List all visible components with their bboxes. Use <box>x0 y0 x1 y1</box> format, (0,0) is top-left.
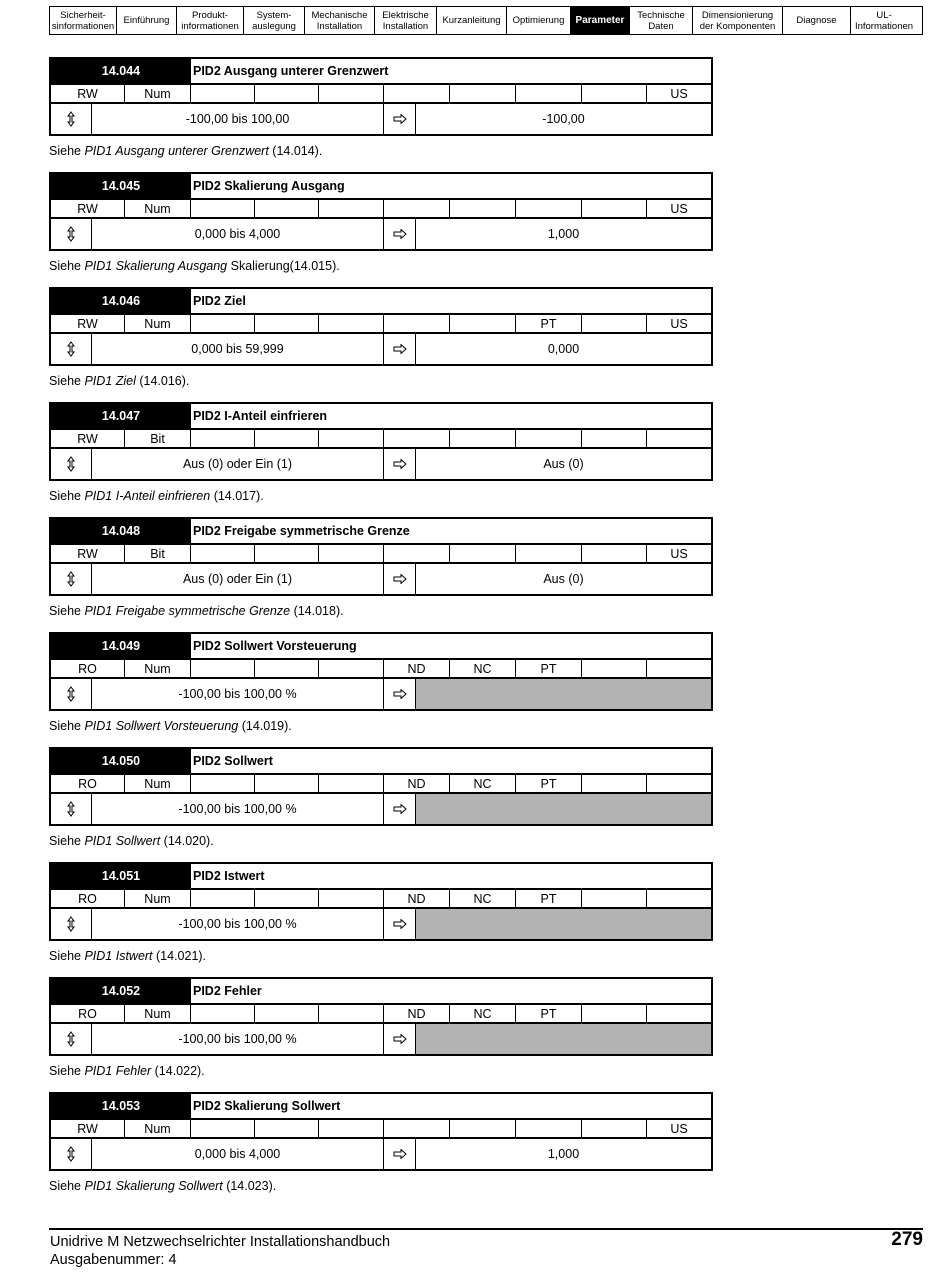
parameter-table <box>49 287 713 366</box>
parameter-block <box>49 862 713 977</box>
attribute-cell: Bit <box>125 545 191 562</box>
attribute-cell <box>255 430 319 447</box>
up-down-arrow-icon <box>51 1024 92 1054</box>
note-reference: PID1 Freigabe symmetrische Grenze <box>84 604 291 618</box>
attribute-cell <box>582 890 647 907</box>
footer-rule <box>49 1228 923 1230</box>
attribute-cell <box>255 315 319 332</box>
parameter-attribute-row <box>51 1120 711 1139</box>
parameter-range-row <box>51 909 711 939</box>
attribute-cell <box>582 660 647 677</box>
attribute-cell <box>647 660 711 677</box>
parameter-attribute-row <box>51 660 711 679</box>
attribute-cell: Num <box>125 1120 191 1137</box>
note-prefix: Siehe <box>49 374 85 388</box>
parameter-range-row <box>51 794 711 824</box>
attribute-cell <box>647 430 711 447</box>
parameter-name: PID2 Sollwert Vorsteuerung <box>193 639 357 653</box>
parameter-name: PID2 Fehler <box>193 984 262 998</box>
attribute-cell: RO <box>51 1005 125 1022</box>
attribute-cell <box>191 1005 255 1022</box>
note-prefix: Siehe <box>49 489 85 503</box>
attribute-cell: RW <box>51 85 125 102</box>
attribute-cell: US <box>670 1121 688 1136</box>
nav-tab-optimierung[interactable]: Optimierung <box>507 7 571 34</box>
attribute-cell: RW <box>51 315 125 332</box>
attribute-cell <box>255 890 319 907</box>
parameter-default: 1,000 <box>547 227 580 241</box>
parameter-attribute-row <box>51 545 711 564</box>
attribute-cell: RW <box>51 430 125 447</box>
right-arrow-icon <box>384 679 416 709</box>
nav-tab-dimensionierung-der-komponenten[interactable]: Dimensionierung der Komponenten <box>693 7 783 34</box>
attribute-cell <box>255 85 319 102</box>
parameter-range-row <box>51 564 711 594</box>
parameter-name: PID2 Freigabe symmetrische Grenze <box>193 524 410 538</box>
parameter-block <box>49 172 713 287</box>
parameter-range-row <box>51 679 711 709</box>
nav-tab-technische-daten[interactable]: Technische Daten <box>630 7 693 34</box>
attribute-cell <box>319 200 384 217</box>
parameter-header-row <box>51 174 711 200</box>
parameter-name: PID2 I-Anteil einfrieren <box>193 409 328 423</box>
nav-tab-einführung[interactable]: Einführung <box>117 7 177 34</box>
attribute-cell <box>191 315 255 332</box>
parameter-block <box>49 632 713 747</box>
attribute-cell <box>191 430 255 447</box>
parameter-header-row <box>51 749 711 775</box>
parameter-range-row <box>51 1024 711 1054</box>
note-suffix: Skalierung(14.015). <box>227 259 340 273</box>
attribute-cell: PT <box>516 1005 582 1022</box>
note-reference: PID1 Sollwert <box>84 834 161 848</box>
attribute-cell <box>319 890 384 907</box>
parameter-default <box>416 1024 711 1054</box>
attribute-cell <box>582 1005 647 1022</box>
attribute-cell: Num <box>125 85 191 102</box>
up-down-arrow-icon <box>51 449 92 479</box>
parameter-default <box>416 679 711 709</box>
attribute-cell: RW <box>51 545 125 562</box>
parameter-default <box>416 909 711 939</box>
note-prefix: Siehe <box>49 949 85 963</box>
parameter-default: Aus (0) <box>543 572 584 586</box>
attribute-cell: Num <box>125 1005 191 1022</box>
parameter-attribute-row <box>51 200 711 219</box>
parameter-attribute-row <box>51 430 711 449</box>
parameter-table <box>49 977 713 1056</box>
attribute-cell <box>319 430 384 447</box>
parameter-number: 14.051 <box>51 864 191 888</box>
parameter-table <box>49 1092 713 1171</box>
parameter-note <box>49 259 713 273</box>
up-down-arrow-icon <box>51 909 92 939</box>
attribute-cell: PT <box>516 660 582 677</box>
attribute-cell: PT <box>516 315 582 332</box>
page-number: 279 <box>891 1229 923 1250</box>
attribute-cell <box>516 430 582 447</box>
attribute-cell: US <box>670 201 688 216</box>
parameter-header-row <box>51 979 711 1005</box>
attribute-cell <box>647 890 711 907</box>
up-down-arrow-icon <box>51 334 92 364</box>
right-arrow-icon <box>384 449 416 479</box>
up-down-arrow-icon <box>51 794 92 824</box>
attribute-cell: RO <box>51 890 125 907</box>
attribute-cell: Num <box>125 775 191 792</box>
note-reference: PID1 Ausgang unterer Grenzwert <box>84 144 269 158</box>
attribute-cell <box>450 1120 516 1137</box>
parameter-range-row <box>51 219 711 249</box>
attribute-cell <box>191 85 255 102</box>
parameter-note <box>49 374 713 388</box>
note-reference: PID1 Fehler <box>84 1064 152 1078</box>
note-prefix: Siehe <box>49 834 85 848</box>
attribute-cell <box>255 545 319 562</box>
attribute-cell: US <box>670 316 688 331</box>
parameter-name: PID2 Skalierung Ausgang <box>193 179 345 193</box>
nav-tab-mechanische-installation[interactable]: Mechanische Installation <box>305 7 375 34</box>
attribute-cell: RO <box>51 775 125 792</box>
right-arrow-icon <box>384 909 416 939</box>
parameter-range-row <box>51 449 711 479</box>
parameter-range-row <box>51 334 711 364</box>
nav-tab-kurzanleitung[interactable]: Kurzanleitung <box>437 7 507 34</box>
attribute-cell <box>582 315 647 332</box>
attribute-cell <box>582 775 647 792</box>
footer-info <box>50 1233 390 1269</box>
parameter-number: 14.052 <box>51 979 191 1003</box>
nav-tab-ul-informationen[interactable]: UL- Informationen <box>854 9 914 32</box>
nav-tab-elektrische-installation[interactable]: Elektrische Installation <box>375 7 437 34</box>
attribute-cell <box>191 660 255 677</box>
attribute-cell: ND <box>384 1005 450 1022</box>
parameter-default: -100,00 <box>542 112 585 126</box>
parameter-range: Aus (0) oder Ein (1) <box>92 449 384 479</box>
parameter-default: 0,000 <box>547 342 580 356</box>
note-reference: PID1 Sollwert Vorsteuerung <box>84 719 239 733</box>
parameter-header-row <box>51 1094 711 1120</box>
note-suffix: (14.023). <box>222 1179 277 1193</box>
parameter-range: -100,00 bis 100,00 % <box>92 679 384 709</box>
attribute-cell <box>582 430 647 447</box>
parameter-default <box>416 794 711 824</box>
attribute-cell <box>516 545 582 562</box>
parameter-block <box>49 57 713 172</box>
parameter-default: 1,000 <box>547 1147 580 1161</box>
up-down-arrow-icon <box>51 104 92 134</box>
attribute-cell <box>582 545 647 562</box>
attribute-cell <box>191 775 255 792</box>
parameter-number: 14.049 <box>51 634 191 658</box>
right-arrow-icon <box>384 1139 416 1169</box>
parameter-number: 14.047 <box>51 404 191 428</box>
note-suffix: (14.021). <box>152 949 207 963</box>
note-reference: PID1 I-Anteil einfrieren <box>84 489 211 503</box>
up-down-arrow-icon <box>51 219 92 249</box>
parameter-number: 14.050 <box>51 749 191 773</box>
attribute-cell: Num <box>125 660 191 677</box>
attribute-cell: ND <box>384 890 450 907</box>
parameter-table <box>49 402 713 481</box>
parameter-note <box>49 144 713 158</box>
parameter-range: 0,000 bis 4,000 <box>92 219 384 249</box>
parameter-block <box>49 747 713 862</box>
parameter-note <box>49 1179 713 1193</box>
attribute-cell <box>450 85 516 102</box>
parameter-number: 14.053 <box>51 1094 191 1118</box>
nav-tab-produkt-informationen[interactable]: Produkt- informationen <box>177 7 244 34</box>
attribute-cell <box>319 315 384 332</box>
attribute-cell <box>516 85 582 102</box>
nav-tab-system-auslegung[interactable]: System- auslegung <box>244 7 305 34</box>
attribute-cell <box>191 545 255 562</box>
parameter-name: PID2 Skalierung Sollwert <box>193 1099 341 1113</box>
parameter-note <box>49 834 713 848</box>
attribute-cell <box>450 430 516 447</box>
parameter-table <box>49 747 713 826</box>
parameter-header-row <box>51 634 711 660</box>
attribute-cell <box>582 1120 647 1137</box>
parameter-table <box>49 57 713 136</box>
attribute-cell: ND <box>384 775 450 792</box>
right-arrow-icon <box>384 219 416 249</box>
nav-tab-parameter[interactable]: Parameter <box>571 7 630 34</box>
parameter-block <box>49 402 713 517</box>
attribute-cell <box>191 200 255 217</box>
parameter-range: Aus (0) oder Ein (1) <box>92 564 384 594</box>
parameter-header-row <box>51 519 711 545</box>
attribute-cell: Num <box>125 890 191 907</box>
attribute-cell <box>384 315 450 332</box>
note-suffix: (14.022). <box>151 1064 205 1078</box>
parameter-table <box>49 517 713 596</box>
attribute-cell <box>384 85 450 102</box>
attribute-cell: ND <box>384 660 450 677</box>
parameter-attribute-row <box>51 775 711 794</box>
attribute-cell <box>319 85 384 102</box>
right-arrow-icon <box>384 104 416 134</box>
attribute-cell: NC <box>450 1005 516 1022</box>
note-prefix: Siehe <box>49 1179 85 1193</box>
parameter-number: 14.046 <box>51 289 191 313</box>
up-down-arrow-icon <box>51 679 92 709</box>
attribute-cell: NC <box>450 775 516 792</box>
parameter-note <box>49 719 713 733</box>
attribute-cell: Bit <box>125 430 191 447</box>
parameter-note <box>49 604 713 618</box>
parameter-attribute-row <box>51 315 711 334</box>
attribute-cell <box>255 200 319 217</box>
up-down-arrow-icon <box>51 1139 92 1169</box>
attribute-cell <box>255 660 319 677</box>
note-suffix: (14.016). <box>135 374 190 388</box>
attribute-cell <box>319 1120 384 1137</box>
parameter-range: -100,00 bis 100,00 <box>92 104 384 134</box>
parameter-block <box>49 517 713 632</box>
attribute-cell <box>450 200 516 217</box>
parameter-note <box>49 489 713 503</box>
parameter-range: 0,000 bis 59,999 <box>92 334 384 364</box>
parameter-number: 14.048 <box>51 519 191 543</box>
parameter-header-row <box>51 864 711 890</box>
parameter-note <box>49 949 713 963</box>
parameter-block <box>49 1092 713 1207</box>
attribute-cell: Num <box>125 200 191 217</box>
attribute-cell <box>384 430 450 447</box>
attribute-cell <box>582 85 647 102</box>
attribute-cell <box>319 545 384 562</box>
attribute-cell: Num <box>125 315 191 332</box>
attribute-cell <box>255 1120 319 1137</box>
attribute-cell <box>450 545 516 562</box>
parameter-attribute-row <box>51 85 711 104</box>
parameter-table <box>49 862 713 941</box>
nav-tab-sicherheit-sinformationen[interactable]: Sicherheit- sinformationen <box>50 7 117 34</box>
right-arrow-icon <box>384 564 416 594</box>
parameter-header-row <box>51 289 711 315</box>
chapter-nav-bar <box>49 6 923 35</box>
attribute-cell <box>319 1005 384 1022</box>
note-suffix: (14.018). <box>290 604 344 618</box>
attribute-cell <box>450 315 516 332</box>
parameter-attribute-row <box>51 1005 711 1024</box>
attribute-cell <box>647 1005 711 1022</box>
attribute-cell: US <box>670 86 688 101</box>
footer-title: Unidrive M Netzwechselrichter Installationshandbuch <box>50 1234 391 1250</box>
parameter-number: 14.045 <box>51 174 191 198</box>
right-arrow-icon <box>384 794 416 824</box>
note-prefix: Siehe <box>49 144 85 158</box>
attribute-cell <box>384 1120 450 1137</box>
right-arrow-icon <box>384 1024 416 1054</box>
parameter-range: -100,00 bis 100,00 % <box>92 1024 384 1054</box>
parameter-name: PID2 Sollwert <box>193 754 273 768</box>
attribute-cell: RO <box>51 660 125 677</box>
note-suffix: (14.020). <box>160 834 214 848</box>
parameter-range-row <box>51 1139 711 1169</box>
footer-edition: Ausgabenummer: 4 <box>50 1252 177 1268</box>
attribute-cell: PT <box>516 890 582 907</box>
note-reference: PID1 Istwert <box>84 949 153 963</box>
attribute-cell: RW <box>51 200 125 217</box>
parameter-name: PID2 Istwert <box>193 869 265 883</box>
parameter-default: Aus (0) <box>543 457 584 471</box>
parameter-list <box>49 57 713 1207</box>
attribute-cell <box>582 200 647 217</box>
parameter-range: -100,00 bis 100,00 % <box>92 909 384 939</box>
attribute-cell: US <box>670 546 688 561</box>
attribute-cell <box>255 775 319 792</box>
attribute-cell: NC <box>450 890 516 907</box>
up-down-arrow-icon <box>51 564 92 594</box>
note-prefix: Siehe <box>49 719 85 733</box>
attribute-cell <box>516 200 582 217</box>
parameter-name: PID2 Ausgang unterer Grenzwert <box>193 64 389 78</box>
parameter-attribute-row <box>51 890 711 909</box>
parameter-table <box>49 632 713 711</box>
note-prefix: Siehe <box>49 259 85 273</box>
note-suffix: (14.019). <box>238 719 292 733</box>
attribute-cell <box>191 890 255 907</box>
parameter-range: 0,000 bis 4,000 <box>92 1139 384 1169</box>
attribute-cell <box>647 775 711 792</box>
parameter-range-row <box>51 104 711 134</box>
note-prefix: Siehe <box>49 604 85 618</box>
attribute-cell: PT <box>516 775 582 792</box>
attribute-cell <box>384 545 450 562</box>
note-reference: PID1 Skalierung Sollwert <box>84 1179 223 1193</box>
note-prefix: Siehe <box>49 1064 85 1078</box>
attribute-cell <box>319 660 384 677</box>
attribute-cell: NC <box>450 660 516 677</box>
note-suffix: (14.014). <box>268 144 323 158</box>
parameter-table <box>49 172 713 251</box>
attribute-cell: RW <box>51 1120 125 1137</box>
parameter-block <box>49 287 713 402</box>
parameter-name: PID2 Ziel <box>193 294 246 308</box>
attribute-cell <box>319 775 384 792</box>
note-suffix: (14.017). <box>210 489 264 503</box>
parameter-header-row <box>51 59 711 85</box>
note-reference: PID1 Skalierung Ausgang <box>84 259 228 273</box>
note-reference: PID1 Ziel <box>84 374 136 388</box>
parameter-header-row <box>51 404 711 430</box>
right-arrow-icon <box>384 334 416 364</box>
parameter-note <box>49 1064 713 1078</box>
parameter-block <box>49 977 713 1092</box>
attribute-cell <box>191 1120 255 1137</box>
nav-tab-diagnose[interactable]: Diagnose <box>783 7 851 34</box>
parameter-number: 14.044 <box>51 59 191 83</box>
attribute-cell <box>516 1120 582 1137</box>
attribute-cell <box>384 200 450 217</box>
parameter-range: -100,00 bis 100,00 % <box>92 794 384 824</box>
attribute-cell <box>255 1005 319 1022</box>
